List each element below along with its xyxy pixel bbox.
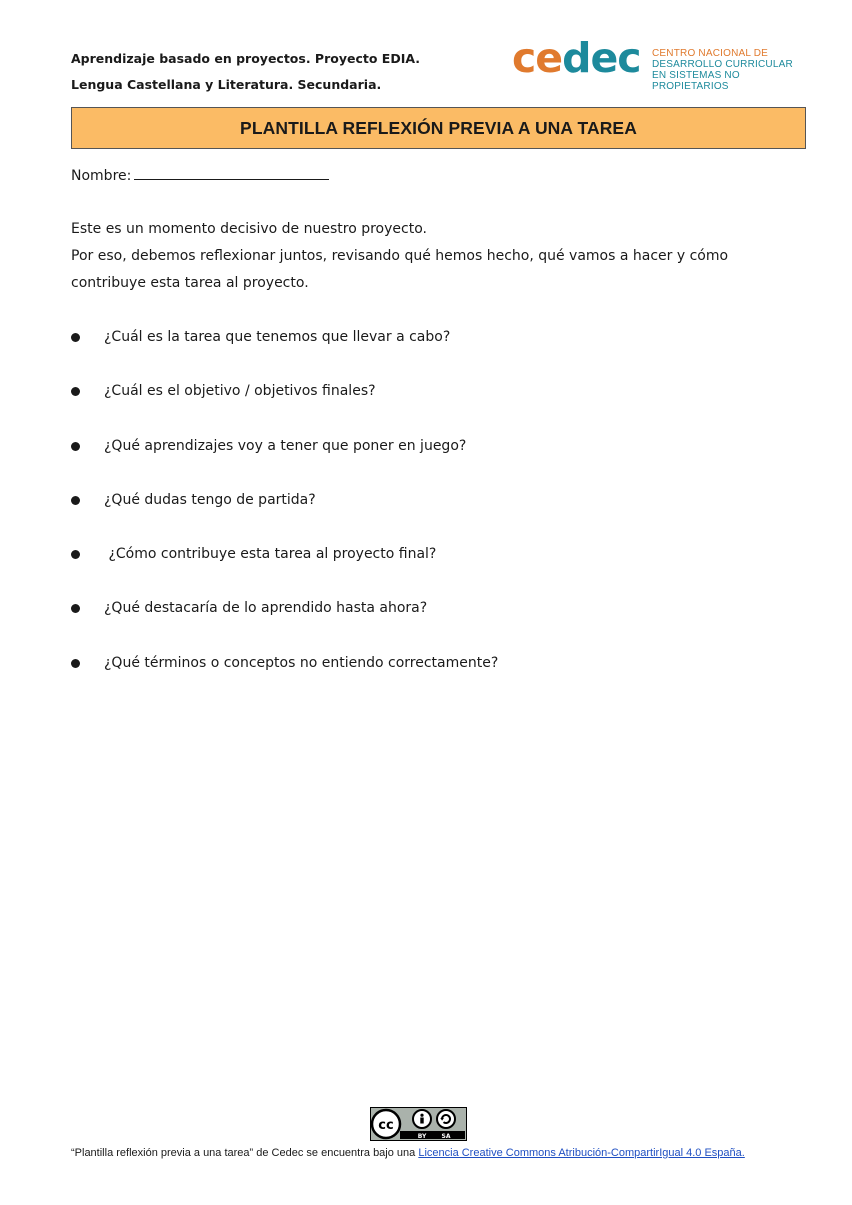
intro-line-3: contribuye esta tarea al proyecto. <box>71 275 309 291</box>
cedec-logo-sub-line1: CENTRO NACIONAL DE <box>652 48 769 59</box>
intro-line-2: Por eso, debemos reflexionar juntos, revisando qué hemos hecho, qué vamos a hacer y cómo <box>71 248 729 264</box>
list-item <box>71 378 791 432</box>
list-item <box>71 324 791 378</box>
question-text: ¿Cómo contribuye esta tarea al proyecto final? <box>104 546 437 563</box>
bullet-icon <box>71 387 80 396</box>
list-item <box>71 433 791 487</box>
question-list <box>71 324 791 704</box>
cedec-logo-subtitle <box>652 48 812 92</box>
name-field <box>71 163 329 187</box>
bullet-icon <box>71 604 80 613</box>
list-item <box>71 541 791 595</box>
cedec-logo-word <box>512 34 641 82</box>
bullet-icon <box>71 442 80 451</box>
bullet-icon <box>71 550 80 559</box>
question-text: ¿Qué destacaría de lo aprendido hasta ahora? <box>104 600 428 617</box>
question-text: ¿Qué aprendizajes voy a tener que poner en juego? <box>104 437 467 454</box>
header-subject-line: Lengua Castellana y Literatura. Secundaria. <box>71 77 382 92</box>
intro-paragraph <box>71 216 771 297</box>
list-item <box>71 487 791 541</box>
license-footer <box>71 1145 745 1161</box>
page-title: PLANTILLA REFLEXIÓN PREVIA A UNA TAREA <box>240 117 637 138</box>
question-text: ¿Qué dudas tengo de partida? <box>104 491 316 508</box>
question-text: ¿Cuál es la tarea que tenemos que llevar a cabo? <box>104 329 451 345</box>
cedec-logo-sub-line3: EN SISTEMAS NO PROPIETARIOS <box>652 70 740 92</box>
bullet-icon <box>71 496 80 505</box>
name-label: Nombre: <box>71 168 132 184</box>
license-link[interactable]: Licencia Creative Commons Atribución-CompartirIgual 4.0 España. <box>418 1147 745 1159</box>
question-text: ¿Qué términos o conceptos no entiendo correctamente? <box>104 654 499 671</box>
name-blank-line <box>134 163 329 180</box>
list-item <box>71 595 791 649</box>
list-item <box>71 650 791 704</box>
document-header <box>71 46 420 98</box>
cc-text: cc <box>378 1118 394 1133</box>
question-text: ¿Cuál es el objetivo / objetivos finales? <box>104 383 376 400</box>
by-label: BY <box>417 1133 427 1140</box>
cedec-logo <box>512 34 812 92</box>
cc-by-sa-badge-icon[interactable] <box>370 1107 467 1141</box>
cedec-logo-sub-line2: DESARROLLO CURRICULAR <box>652 59 793 70</box>
cedec-logo-word-part1: ce <box>512 34 563 82</box>
footer-text: “Plantilla reflexión previa a una tarea” de Cedec se encuentra bajo una <box>71 1147 419 1159</box>
title-banner <box>71 107 806 149</box>
bullet-icon <box>71 659 80 668</box>
intro-line-1: Este es un momento decisivo de nuestro proyecto. <box>71 221 427 237</box>
sa-label: SA <box>441 1133 451 1140</box>
bullet-icon <box>71 333 80 342</box>
header-project-line: Aprendizaje basado en proyectos. Proyecto EDIA. <box>71 51 421 66</box>
cedec-logo-word-part2: dec <box>562 34 641 82</box>
